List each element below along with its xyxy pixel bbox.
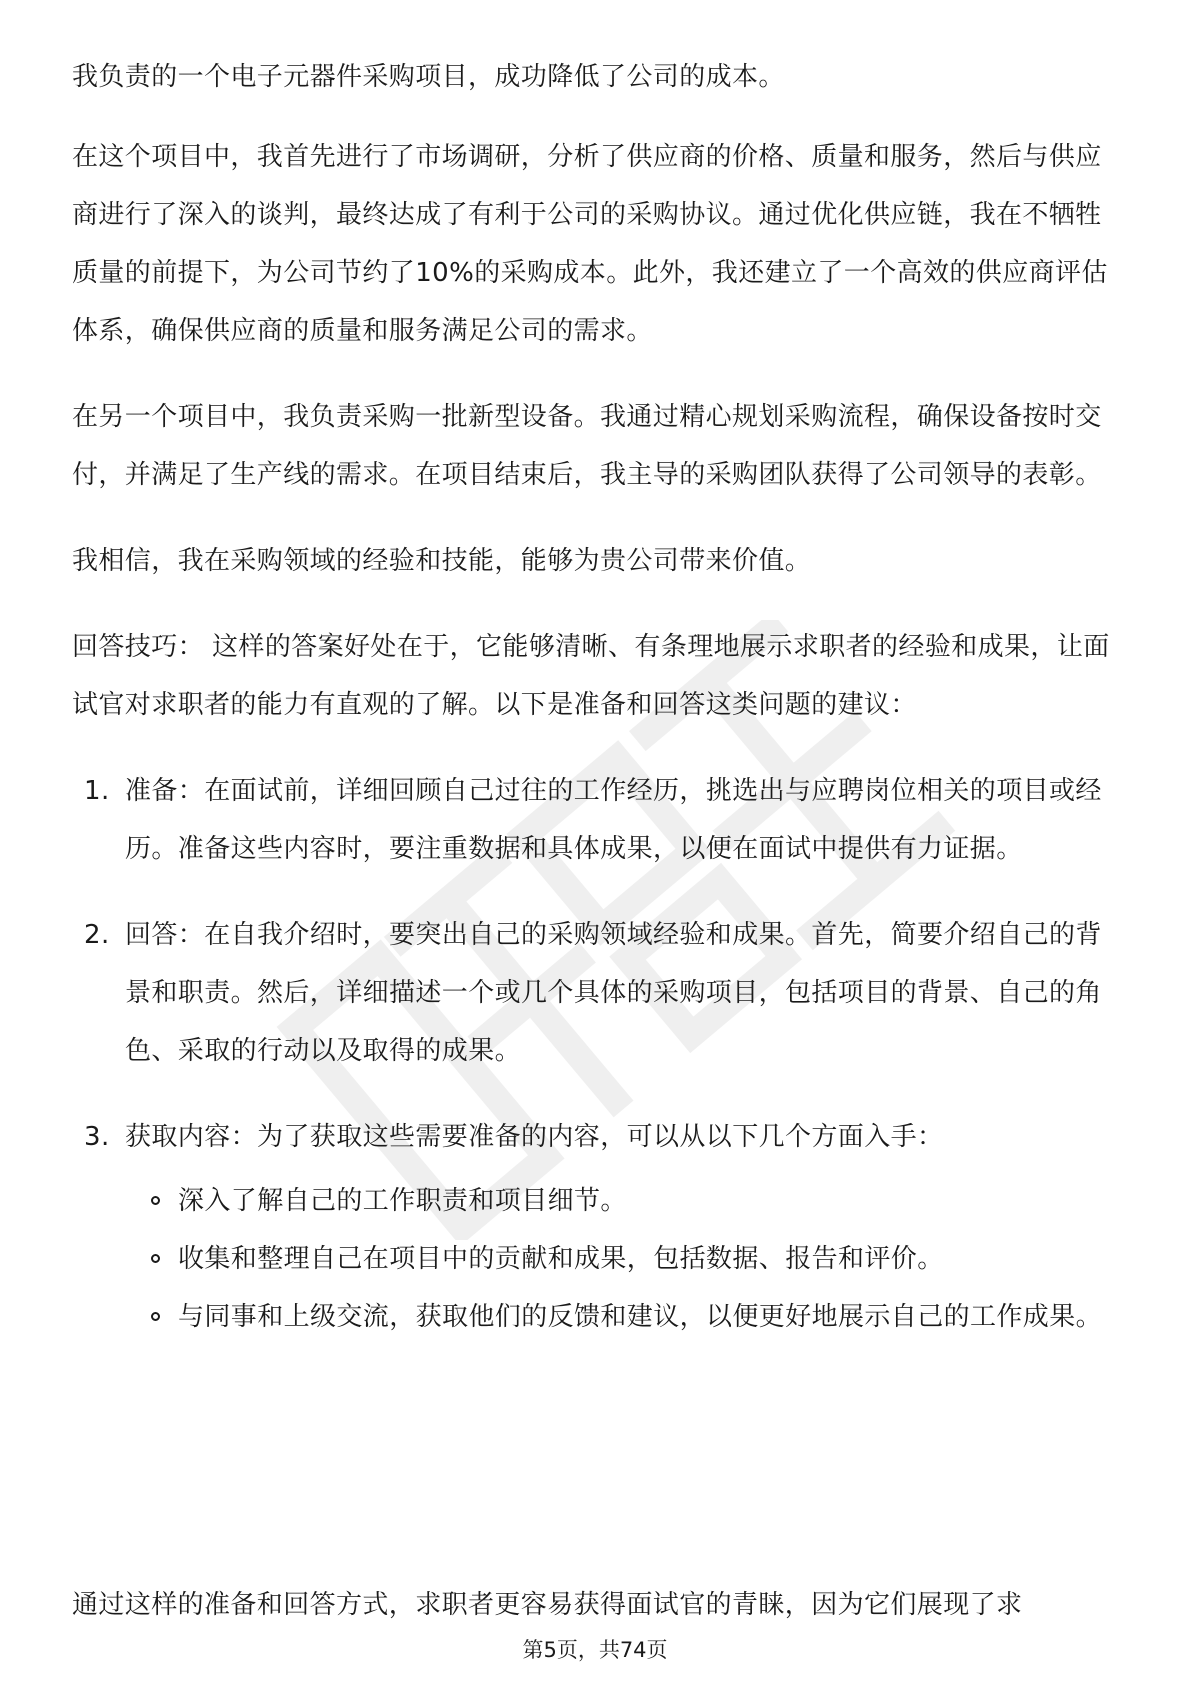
step-number: 1. bbox=[84, 776, 110, 806]
step-item bbox=[72, 906, 1122, 1080]
tips-label: 回答技巧： bbox=[72, 632, 205, 662]
circle-bullet-icon bbox=[151, 1196, 160, 1205]
circle-bullet-icon bbox=[151, 1254, 160, 1263]
tips-text: 这样的答案好处在于，它能够清晰、有条理地展示求职者的经验和成果，让面试官对求职者的能力有直观的了解。以下是准备和回答这类问题的建议： bbox=[72, 632, 1110, 720]
paragraph-tips bbox=[72, 618, 1122, 734]
sub-item-text: 收集和整理自己在项目中的贡献和成果，包括数据、报告和评价。 bbox=[178, 1244, 944, 1274]
paragraph-intro: 我负责的一个电子元器件采购项目，成功降低了公司的成本。 bbox=[72, 62, 785, 92]
step-number: 2. bbox=[84, 920, 110, 950]
step-text: 获取内容：为了获取这些需要准备的内容，可以从以下几个方面入手： bbox=[125, 1122, 944, 1152]
sub-item-text: 深入了解自己的工作职责和项目细节。 bbox=[178, 1186, 627, 1216]
step-text: 回答：在自我介绍时，要突出自己的采购领域经验和成果。首先，简要介绍自己的背景和职责。然后，详细描述一个或几个具体的采购项目，包括项目的背景、自己的角色、采取的行动以及取得的成果。 bbox=[125, 920, 1102, 1066]
circle-bullet-icon bbox=[151, 1312, 160, 1321]
steps-list bbox=[72, 762, 1122, 1346]
step-text: 准备：在面试前，详细回顾自己过往的工作经历，挑选出与应聘岗位相关的项目或经历。准备这些内容时，要注重数据和具体成果，以便在面试中提供有力证据。 bbox=[125, 776, 1102, 864]
paragraph-project-two: 在另一个项目中，我负责采购一批新型设备。我通过精心规划采购流程，确保设备按时交付，并满足了生产线的需求。在项目结束后，我主导的采购团队获得了公司领导的表彰。 bbox=[72, 402, 1102, 490]
paragraph-project-one: 在这个项目中，我首先进行了市场调研，分析了供应商的价格、质量和服务，然后与供应商进行了深入的谈判，最终达成了有利于公司的采购协议。通过优化供应链，我在不牺牲质量的前提下，为公司节约了10%的采购成本。此外，我还建立了一个高效的供应商评估体系，确保供应商的质量和服务满足公司的需求。 bbox=[72, 142, 1108, 346]
step-number: 3. bbox=[84, 1122, 110, 1152]
page-number: 第5页，共74页 bbox=[522, 1638, 668, 1662]
sub-list-item bbox=[125, 1172, 1122, 1230]
document-body bbox=[72, 48, 1122, 1374]
sub-list bbox=[125, 1172, 1122, 1346]
paragraph-value: 我相信，我在采购领域的经验和技能，能够为贵公司带来价值。 bbox=[72, 546, 812, 576]
sub-item-text: 与同事和上级交流，获取他们的反馈和建议，以便更好地展示自己的工作成果。 bbox=[178, 1302, 1103, 1332]
step-item bbox=[72, 762, 1122, 878]
sub-list-item bbox=[125, 1230, 1122, 1288]
sub-list-item bbox=[125, 1288, 1122, 1346]
paragraph-conclusion: 通过这样的准备和回答方式，求职者更容易获得面试官的青睐，因为它们展现了求 bbox=[72, 1590, 1023, 1620]
step-item bbox=[72, 1108, 1122, 1346]
